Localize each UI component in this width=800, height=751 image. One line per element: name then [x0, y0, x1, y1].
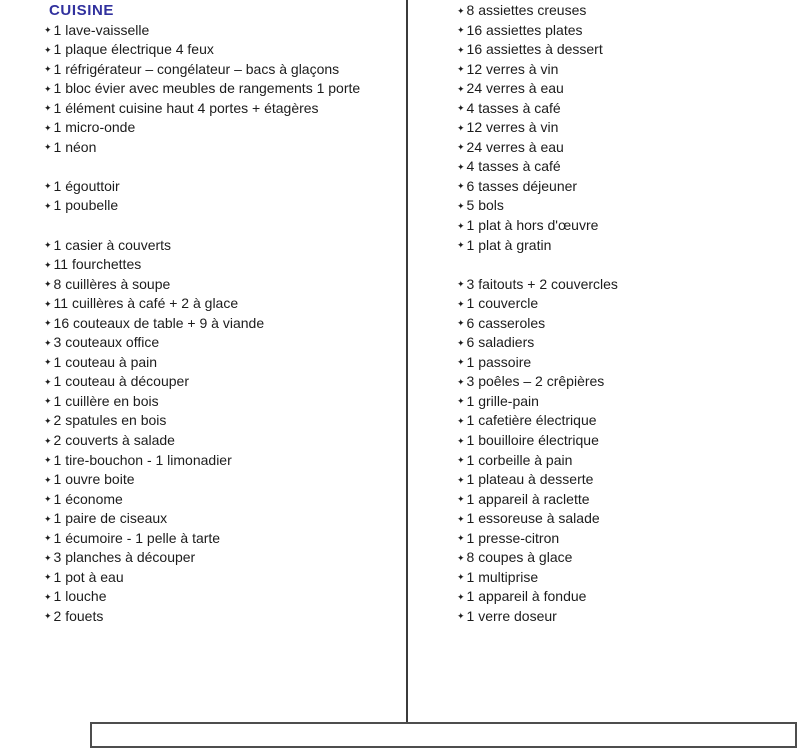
- item-text: 2 couverts à salade: [53, 432, 175, 449]
- list-item: [44, 392, 360, 412]
- item-text: 8 assiettes creuses: [466, 2, 587, 18]
- item-text: 12 verres à vin: [466, 60, 559, 77]
- blank-line: [44, 157, 360, 177]
- item-text: 6 tasses déjeuner: [466, 177, 578, 194]
- item-text: 1 bouilloire électrique: [466, 432, 599, 449]
- list-item: [44, 60, 360, 80]
- inventory-list-left: [44, 21, 360, 627]
- list-item: [44, 529, 360, 549]
- bullet-icon: ✦: [457, 376, 465, 387]
- list-item: [457, 431, 618, 451]
- bullet-icon: ✦: [457, 279, 465, 290]
- list-item: [44, 118, 360, 138]
- bullet-icon: ✦: [457, 415, 465, 426]
- list-item: [44, 177, 360, 197]
- item-text: 6 saladiers: [466, 334, 535, 351]
- item-text: 1 appareil à fondue: [466, 588, 587, 605]
- bullet-icon: ✦: [457, 513, 465, 524]
- item-text: 4 tasses à café: [466, 99, 561, 116]
- list-item: [457, 275, 618, 295]
- inventory-list-right: [457, 1, 618, 627]
- list-item: [457, 411, 618, 431]
- list-item: [44, 138, 360, 158]
- list-item: [457, 118, 618, 138]
- footer-empty-box: [90, 722, 797, 748]
- bullet-icon: ✦: [457, 25, 465, 36]
- list-item: [457, 372, 618, 392]
- list-item: [457, 138, 618, 158]
- item-text: 3 planches à découper: [53, 549, 196, 566]
- item-text: 3 couteaux office: [53, 334, 160, 351]
- list-item: [44, 451, 360, 471]
- blank-line: [44, 216, 360, 236]
- bullet-icon: ✦: [44, 200, 52, 211]
- item-text: 1 lave-vaisselle: [53, 21, 150, 38]
- item-text: 4 tasses à café: [466, 158, 561, 175]
- list-item: [44, 353, 360, 373]
- bullet-icon: ✦: [44, 181, 52, 192]
- list-item: [457, 177, 618, 197]
- item-text: 2 fouets: [53, 607, 104, 624]
- bullet-icon: ✦: [44, 122, 52, 133]
- bullet-icon: ✦: [44, 44, 52, 55]
- list-item: [44, 509, 360, 529]
- list-item: [44, 314, 360, 334]
- list-item: [457, 294, 618, 314]
- list-item: [44, 21, 360, 41]
- inventory-column-right: [457, 1, 618, 627]
- bullet-icon: ✦: [44, 552, 52, 563]
- item-text: 1 appareil à raclette: [466, 490, 590, 507]
- list-item: [44, 79, 360, 99]
- item-text: 1 passoire: [466, 353, 532, 370]
- bullet-icon: ✦: [44, 337, 52, 348]
- item-text: 1 couvercle: [466, 295, 539, 312]
- list-item: [457, 40, 618, 60]
- list-item: [457, 607, 618, 627]
- item-text: 1 presse-citron: [466, 529, 560, 546]
- item-text: 1 néon: [53, 138, 97, 155]
- list-item: [44, 255, 360, 275]
- item-text: 3 faitouts + 2 couvercles: [466, 275, 618, 292]
- list-item: [457, 509, 618, 529]
- bullet-icon: ✦: [457, 240, 465, 251]
- item-text: 1 écumoire - 1 pelle à tarte: [53, 529, 221, 546]
- item-text: 1 réfrigérateur – congélateur – bacs à glaçons: [53, 60, 340, 77]
- list-item: [457, 548, 618, 568]
- list-item: [457, 490, 618, 510]
- item-text: 8 coupes à glace: [466, 549, 573, 566]
- item-text: 3 poêles – 2 crêpières: [466, 373, 605, 390]
- list-item: [44, 196, 360, 216]
- item-text: 1 pot à eau: [53, 568, 124, 585]
- bullet-icon: ✦: [44, 513, 52, 524]
- list-item: [457, 353, 618, 373]
- bullet-icon: ✦: [457, 572, 465, 583]
- item-text: 1 cuillère en bois: [53, 392, 159, 409]
- list-item: [457, 470, 618, 490]
- bullet-icon: ✦: [44, 572, 52, 583]
- list-item: [44, 275, 360, 295]
- bullet-icon: ✦: [457, 474, 465, 485]
- bullet-icon: ✦: [457, 44, 465, 55]
- item-text: 1 plat à gratin: [466, 236, 552, 253]
- list-item: [44, 372, 360, 392]
- bullet-icon: ✦: [44, 64, 52, 75]
- list-item: [44, 411, 360, 431]
- bullet-icon: ✦: [44, 435, 52, 446]
- bullet-icon: ✦: [44, 25, 52, 36]
- bullet-icon: ✦: [457, 552, 465, 563]
- list-item: [44, 40, 360, 60]
- list-item: [44, 333, 360, 353]
- list-item: [457, 196, 618, 216]
- item-text: 16 assiettes à dessert: [466, 41, 603, 58]
- bullet-icon: ✦: [44, 279, 52, 290]
- item-text: 1 économe: [53, 490, 123, 507]
- bullet-icon: ✦: [457, 318, 465, 329]
- item-text: 1 couteau à pain: [53, 353, 158, 370]
- bullet-icon: ✦: [457, 161, 465, 172]
- item-text: 1 casier à couverts: [53, 236, 172, 253]
- list-item: [44, 294, 360, 314]
- page-title: CUISINE: [49, 2, 115, 19]
- bullet-icon: ✦: [44, 318, 52, 329]
- list-item: [44, 431, 360, 451]
- item-text: 1 poubelle: [53, 197, 119, 214]
- list-item: [44, 236, 360, 256]
- bullet-icon: ✦: [44, 83, 52, 94]
- bullet-icon: ✦: [457, 181, 465, 192]
- item-text: 24 verres à eau: [466, 80, 564, 97]
- bullet-icon: ✦: [457, 142, 465, 153]
- list-item: [44, 607, 360, 627]
- item-text: 16 assiettes plates: [466, 21, 583, 38]
- bullet-icon: ✦: [457, 103, 465, 114]
- bullet-icon: ✦: [44, 455, 52, 466]
- item-text: 11 cuillères à café + 2 à glace: [53, 295, 239, 312]
- item-text: 1 louche: [53, 588, 107, 605]
- item-text: 1 plateau à desserte: [466, 471, 594, 488]
- bullet-icon: ✦: [44, 240, 52, 251]
- item-text: 1 multiprise: [466, 568, 539, 585]
- item-text: 1 verre doseur: [466, 607, 557, 624]
- item-text: 1 égouttoir: [53, 177, 120, 194]
- list-item: [457, 216, 618, 236]
- item-text: 24 verres à eau: [466, 138, 564, 155]
- item-text: 1 paire de ciseaux: [53, 510, 168, 527]
- list-item: [457, 392, 618, 412]
- list-item: [457, 60, 618, 80]
- list-item: [457, 236, 618, 256]
- bullet-icon: ✦: [44, 396, 52, 407]
- item-text: 1 cafetière électrique: [466, 412, 597, 429]
- item-text: 1 corbeille à pain: [466, 451, 573, 468]
- bullet-icon: ✦: [457, 357, 465, 368]
- bullet-icon: ✦: [44, 591, 52, 602]
- list-item: [457, 79, 618, 99]
- list-item: [457, 99, 618, 119]
- bullet-icon: ✦: [457, 396, 465, 407]
- bullet-icon: ✦: [457, 220, 465, 231]
- list-item: [44, 99, 360, 119]
- bullet-icon: ✦: [44, 142, 52, 153]
- item-text: 1 ouvre boite: [53, 471, 135, 488]
- bullet-icon: ✦: [44, 103, 52, 114]
- list-item: [457, 314, 618, 334]
- bullet-icon: ✦: [44, 298, 52, 309]
- list-item: [44, 568, 360, 588]
- list-item: [457, 21, 618, 41]
- bullet-icon: ✦: [44, 415, 52, 426]
- list-item: [44, 587, 360, 607]
- bullet-icon: ✦: [457, 298, 465, 309]
- bullet-icon: ✦: [44, 533, 52, 544]
- bullet-icon: ✦: [44, 611, 52, 622]
- list-item: [457, 451, 618, 471]
- item-text: 5 bols: [466, 197, 504, 214]
- bullet-icon: ✦: [457, 455, 465, 466]
- blank-line: [457, 255, 618, 275]
- bullet-icon: ✦: [457, 435, 465, 446]
- bullet-icon: ✦: [457, 494, 465, 505]
- bullet-icon: ✦: [457, 200, 465, 211]
- list-item: [457, 529, 618, 549]
- item-text: 12 verres à vin: [466, 119, 559, 136]
- list-item: [457, 568, 618, 588]
- bullet-icon: ✦: [457, 533, 465, 544]
- item-text: 6 casseroles: [466, 314, 546, 331]
- item-text: 1 plaque électrique 4 feux: [53, 41, 214, 58]
- item-text: 8 cuillères à soupe: [53, 275, 171, 292]
- list-item: [44, 548, 360, 568]
- item-text: 1 bloc évier avec meubles de rangements 1 porte: [53, 80, 361, 97]
- bullet-icon: ✦: [457, 64, 465, 75]
- list-item: [457, 1, 618, 21]
- item-text: 1 tire-bouchon - 1 limonadier: [53, 451, 232, 468]
- bullet-icon: ✦: [44, 474, 52, 485]
- bullet-icon: ✦: [457, 5, 465, 16]
- item-text: 2 spatules en bois: [53, 412, 167, 429]
- item-text: 1 couteau à découper: [53, 373, 189, 390]
- item-text: 1 essoreuse à salade: [466, 510, 600, 527]
- list-item: [44, 470, 360, 490]
- bullet-icon: ✦: [44, 376, 52, 387]
- column-divider-line: [406, 0, 408, 722]
- bullet-icon: ✦: [44, 259, 52, 270]
- item-text: 1 élément cuisine haut 4 portes + étagères: [53, 99, 319, 116]
- item-text: 1 plat à hors d'œuvre: [466, 217, 599, 234]
- item-text: 11 fourchettes: [53, 256, 142, 273]
- bullet-icon: ✦: [457, 122, 465, 133]
- bullet-icon: ✦: [44, 494, 52, 505]
- bullet-icon: ✦: [457, 337, 465, 348]
- list-item: [457, 587, 618, 607]
- bullet-icon: ✦: [44, 357, 52, 368]
- item-text: 1 micro-onde: [53, 119, 136, 136]
- item-text: 16 couteaux de table + 9 à viande: [53, 314, 265, 331]
- list-item: [457, 333, 618, 353]
- bullet-icon: ✦: [457, 611, 465, 622]
- list-item: [44, 490, 360, 510]
- item-text: 1 grille-pain: [466, 392, 539, 409]
- list-item: [457, 157, 618, 177]
- inventory-column-left: [44, 1, 360, 627]
- bullet-icon: ✦: [457, 83, 465, 94]
- bullet-icon: ✦: [457, 591, 465, 602]
